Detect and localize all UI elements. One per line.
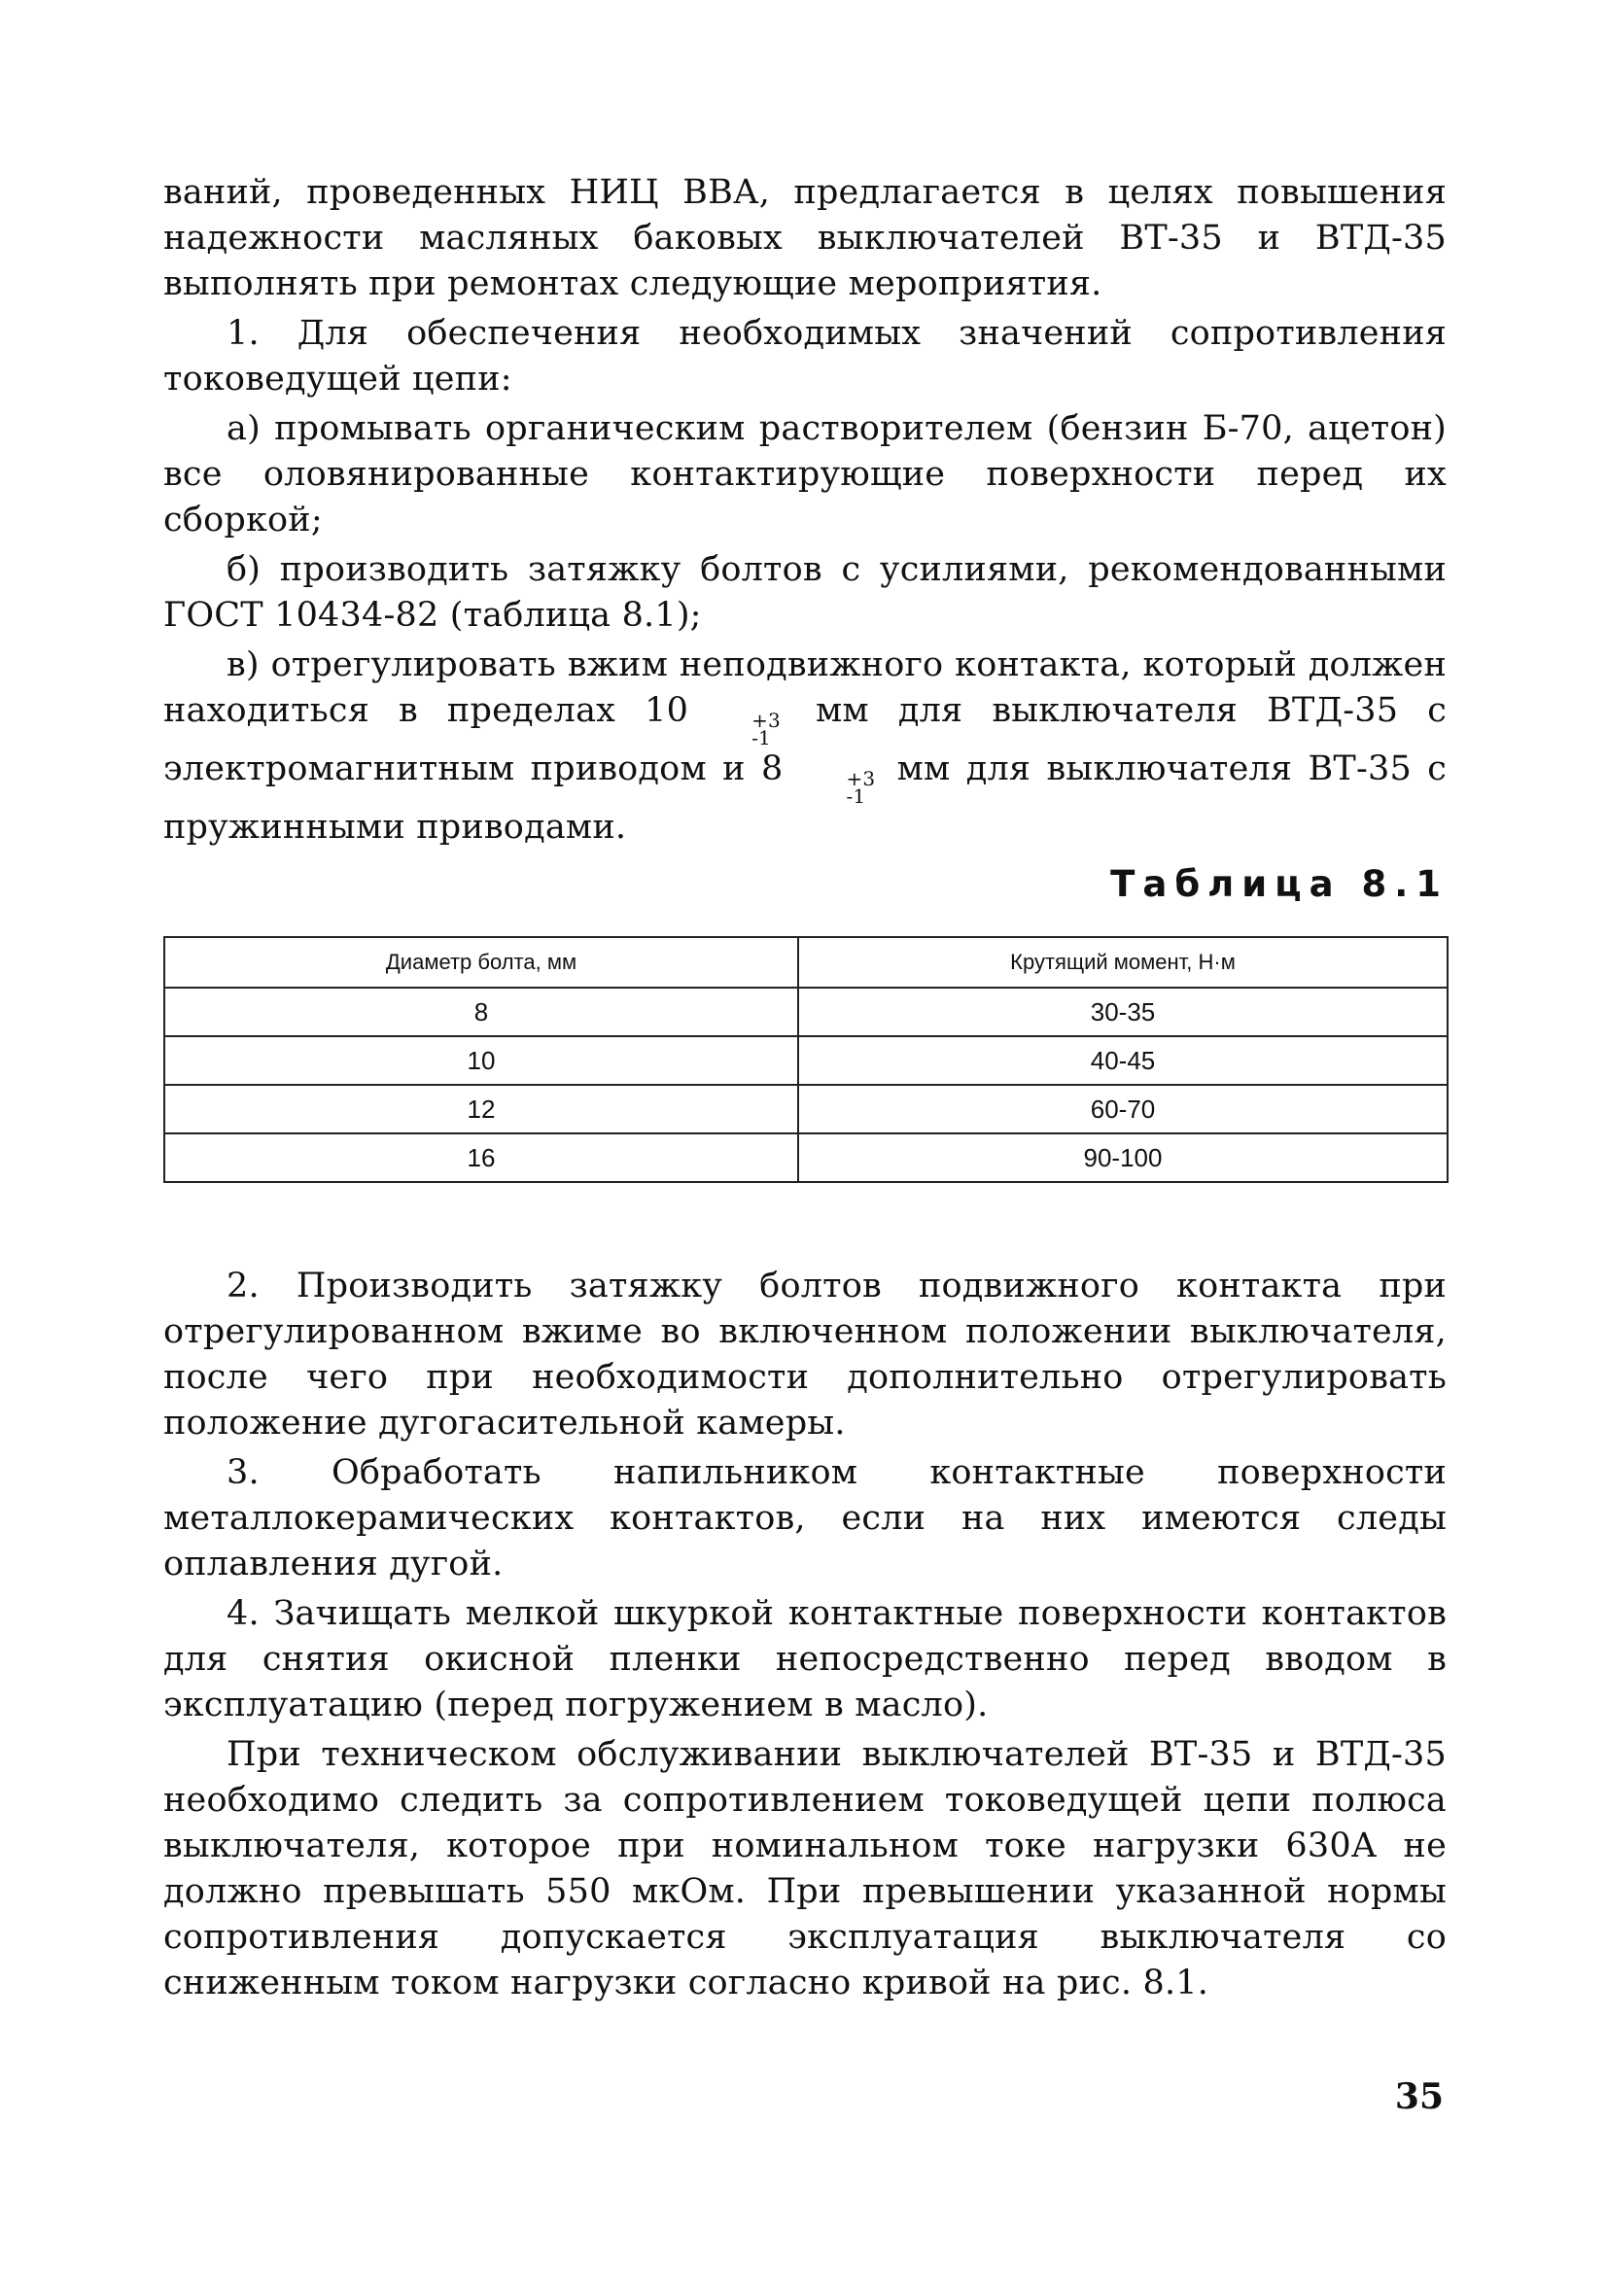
- item-3-paragraph: 3. Обработать напильником контактные поверхности металлокерамических контактов, если на них имеются следы оплавления дугой.: [163, 1453, 1447, 1583]
- cell-torque: 90-100: [798, 1133, 1448, 1182]
- lower-text-block: [163, 1264, 1447, 2006]
- tolerance-1-lower: -1: [751, 726, 771, 749]
- cell-torque: 40-45: [798, 1036, 1448, 1085]
- intro-paragraph: ваний, проведенных НИЦ ВВА, предлагается в целях повышения надежности масляных баковых выключателей ВТ-35 и ВТД-35 выполнять при ремонтах следующие мероприятия.: [163, 173, 1447, 303]
- cell-diameter: 16: [164, 1133, 798, 1182]
- tolerance-value-1: [645, 691, 786, 749]
- item-1a-paragraph: а) промывать органическим растворителем (бензин Б-70, ацетон) все оловянированные контактирующие поверхности перед их сборкой;: [163, 409, 1447, 539]
- cell-diameter: 8: [164, 988, 798, 1036]
- bolt-torque-table: [163, 936, 1449, 1183]
- tolerance-value-2: [760, 749, 881, 808]
- tolerance-2-base: 8: [760, 749, 784, 788]
- item-1c-part2: мм для выключателя ВТД-35 с электромагнитным приводом и: [163, 691, 1448, 788]
- header-torque: Крутящий момент, Н·м: [798, 937, 1448, 988]
- cell-torque: 60-70: [798, 1085, 1448, 1133]
- table-header-row: [164, 937, 1448, 988]
- cell-diameter: 12: [164, 1085, 798, 1133]
- item-1c-part1: в) отрегулировать вжим неподвижного контакта, который должен находиться в пределах: [163, 645, 1447, 730]
- item-2-paragraph: 2. Производить затяжку болтов подвижного контакта при отрегулированном вжиме во включенном положении выключателя, после чего при необходимости дополнительно отрегулировать положение дугогасительной камеры.: [163, 1267, 1447, 1443]
- item-1-paragraph: 1. Для обеспечения необходимых значений сопротивления токоведущей цепи:: [163, 314, 1447, 399]
- tolerance-2-limits: [783, 767, 876, 808]
- header-bolt-diameter: Диаметр болта, мм: [164, 937, 798, 988]
- table-caption: Таблица 8.1: [1110, 863, 1449, 905]
- cell-torque: 30-35: [798, 988, 1448, 1036]
- tolerance-1-base: 10: [645, 691, 689, 730]
- tolerance-2-upper: +3: [846, 767, 876, 790]
- item-1b-paragraph: б) производить затяжку болтов с усилиями, рекомендованными ГОСТ 10434-82 (таблица 8.1);: [163, 550, 1447, 635]
- cell-diameter: 10: [164, 1036, 798, 1085]
- item-4-paragraph: 4. Зачищать мелкой шкуркой контактные поверхности контактов для снятия окисной пленки непосредственно перед вводом в эксплуатацию (перед погружением в масло).: [163, 1594, 1447, 1724]
- table-row: [164, 1085, 1448, 1133]
- page-number: 35: [1394, 2076, 1444, 2117]
- table-row: [164, 988, 1448, 1036]
- item-1c-part3: мм для выключателя ВТ-35 с пружинными приводами.: [163, 749, 1447, 847]
- tolerance-2-lower: -1: [846, 784, 866, 808]
- table-row: [164, 1036, 1448, 1085]
- table-row: [164, 1133, 1448, 1182]
- tolerance-1-limits: [688, 709, 781, 749]
- item-1c-paragraph: [163, 643, 1447, 851]
- tolerance-1-upper: +3: [751, 709, 781, 732]
- final-paragraph: При техническом обслуживании выключателей ВТ-35 и ВТД-35 необходимо следить за сопротивлением токоведущей цепи полюса выключателя, которое при номинальном токе нагрузки 630А не должно превышать 550 мкОм. При превышении указанной нормы сопротивления допускается эксплуатация выключателя со сниженным током нагрузки согласно кривой на рис. 8.1.: [163, 1735, 1447, 2002]
- upper-text-block: [163, 170, 1447, 851]
